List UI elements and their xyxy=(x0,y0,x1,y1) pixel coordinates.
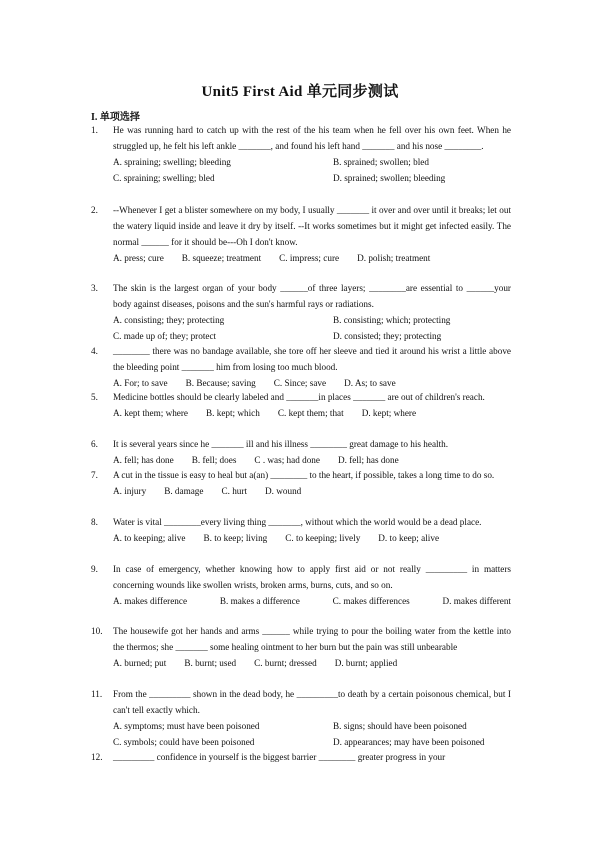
option-c: C. symbols; could have been poisoned xyxy=(113,737,255,747)
option-d: D. makes different xyxy=(442,596,511,606)
options-row xyxy=(113,170,511,186)
option-c: C. burnt; dressed xyxy=(254,658,317,668)
question-12 xyxy=(91,749,511,765)
options-row xyxy=(113,483,511,499)
option-a: A. For; to save xyxy=(113,378,168,388)
options-row xyxy=(113,452,511,468)
options-row xyxy=(113,530,511,546)
question-number: 2. xyxy=(91,205,98,215)
option-a: A. makes difference xyxy=(113,596,188,606)
option-b: B. kept; which xyxy=(206,408,260,418)
option-d: D. to keep; alive xyxy=(378,533,440,543)
question-number: 12. xyxy=(91,752,103,762)
option-d: D. kept; where xyxy=(361,408,417,418)
question-number: 9. xyxy=(91,564,98,574)
option-d: D. sprained; swollen; bleeding xyxy=(333,173,446,183)
question-stem: ________ there was no bandage available, she tore off her sleeve and tied it around his wrist a little above the bleeding point _______ him from losing too much blood. xyxy=(113,346,511,372)
question-number: 11. xyxy=(91,689,103,699)
question-2 xyxy=(91,202,511,266)
options-row xyxy=(113,655,511,671)
question-number: 5. xyxy=(91,392,98,402)
question-stem: Medicine bottles should be clearly labeled and _______in places _______ are out of children's reach. xyxy=(113,392,485,402)
question-10 xyxy=(91,623,511,671)
option-b: B. burnt; used xyxy=(184,658,237,668)
option-d: D. consisted; they; protecting xyxy=(333,331,442,341)
question-stem: Water is vital ________every living thing _______, without which the world would be a dead place. xyxy=(113,517,482,527)
option-b: B. consisting; which; protecting xyxy=(333,315,451,325)
option-a: A. injury xyxy=(113,486,147,496)
options-row xyxy=(113,250,511,266)
section-heading: I. 单项选择 xyxy=(91,112,140,123)
option-d: D. burnt; applied xyxy=(334,658,398,668)
question-stem: The housewife got her hands and arms ______ while trying to pour the boiling water from the kettle into the thermos; she _______ some healing ointment to her burn but the pain was still unbearable xyxy=(113,626,511,652)
option-c: C. made up of; they; protect xyxy=(113,331,217,341)
options-row xyxy=(113,593,511,609)
question-number: 3. xyxy=(91,283,98,293)
question-stem: _________ confidence in yourself is the biggest barrier ________ greater progress in your xyxy=(113,752,446,762)
option-c: C. kept them; that xyxy=(277,408,344,418)
question-number: 6. xyxy=(91,439,98,449)
option-b: B. to keep; living xyxy=(203,533,268,543)
option-c: C. makes differences xyxy=(332,596,410,606)
option-a: A. consisting; they; protecting xyxy=(113,315,225,325)
question-stem: The skin is the largest organ of your body ______of three layers; ________are essential to ______your body against diseases, poisons and the sun's harmful rays or radiations. xyxy=(113,283,511,309)
option-b: B. signs; should have been poisoned xyxy=(333,721,467,731)
question-number: 8. xyxy=(91,517,98,527)
option-a: A. fell; has done xyxy=(113,455,174,465)
option-a: A. kept them; where xyxy=(113,408,189,418)
options-row xyxy=(113,328,511,344)
options-row xyxy=(113,734,511,750)
options-row xyxy=(113,405,511,421)
option-c: C. to keeping; lively xyxy=(285,533,361,543)
option-c: C. spraining; swelling; bled xyxy=(113,173,215,183)
option-b: B. Because; saving xyxy=(185,378,256,388)
question-number: 7. xyxy=(91,470,98,480)
question-stem: In case of emergency, whether knowing how to apply first aid or not really _________ in matters concerning wounds like swollen wrists, broken arms, burns, cuts, and so on. xyxy=(113,564,511,590)
options-row xyxy=(113,154,511,170)
option-a: A. spraining; swelling; bleeding xyxy=(113,157,231,167)
option-a: A. symptoms; must have been poisoned xyxy=(113,721,260,731)
question-9 xyxy=(91,561,511,609)
option-c: C. Since; save xyxy=(273,378,327,388)
question-8 xyxy=(91,514,511,546)
option-b: B. damage xyxy=(164,486,204,496)
option-b: B. squeeze; treatment xyxy=(181,253,262,263)
question-number: 4. xyxy=(91,346,98,356)
option-d: D. As; to save xyxy=(344,378,396,388)
question-stem: A cut in the tissue is easy to heal but a(an) ________ to the heart, if possible, takes a long time to do so. xyxy=(113,470,495,480)
option-a: A. burned; put xyxy=(113,658,167,668)
question-number: 1. xyxy=(91,125,98,135)
question-stem: --Whenever I get a blister somewhere on my body, I usually _______ it over and over until it breaks; let out the watery liquid inside and leave it dry by itself. --It works sometimes but it might get infected easily. The normal ______ for it should be---Oh I don't know. xyxy=(113,205,511,247)
option-d: D. wound xyxy=(265,486,302,496)
question-number: 10. xyxy=(91,626,103,636)
question-stem: It is several years since he _______ ill and his illness ________ great damage to his health. xyxy=(113,439,449,449)
question-1 xyxy=(91,122,511,186)
options-row xyxy=(113,718,511,734)
option-c: C. impress; cure xyxy=(279,253,340,263)
option-b: B. makes a difference xyxy=(219,596,300,606)
option-d: D. appearances; may have been poisoned xyxy=(333,737,485,747)
option-c: C . was; had done xyxy=(254,455,320,465)
question-4 xyxy=(91,343,511,391)
options-row xyxy=(113,312,511,328)
question-11 xyxy=(91,686,511,750)
question-stem: He was running hard to catch up with the rest of the his team when he fell over his own feet. When he struggled up, he felt his left ankle _______, and found his left hand _______ and his nose ________. xyxy=(113,125,511,151)
question-7 xyxy=(91,467,511,499)
document-title: Unit5 First Aid 单元同步测试 xyxy=(201,84,399,100)
option-d: D. polish; treatment xyxy=(357,253,431,263)
question-3 xyxy=(91,280,511,344)
question-5 xyxy=(91,389,511,421)
question-stem: From the _________ shown in the dead body, he _________to death by a certain poisonous chemical, but I can't tell exactly which. xyxy=(113,689,511,715)
option-c: C. hurt xyxy=(221,486,248,496)
option-b: B. fell; does xyxy=(191,455,237,465)
option-a: A. to keeping; alive xyxy=(113,533,186,543)
option-a: A. press; cure xyxy=(113,253,164,263)
option-d: D. fell; has done xyxy=(337,455,399,465)
option-b: B. sprained; swollen; bled xyxy=(333,157,429,167)
question-6 xyxy=(91,436,511,468)
